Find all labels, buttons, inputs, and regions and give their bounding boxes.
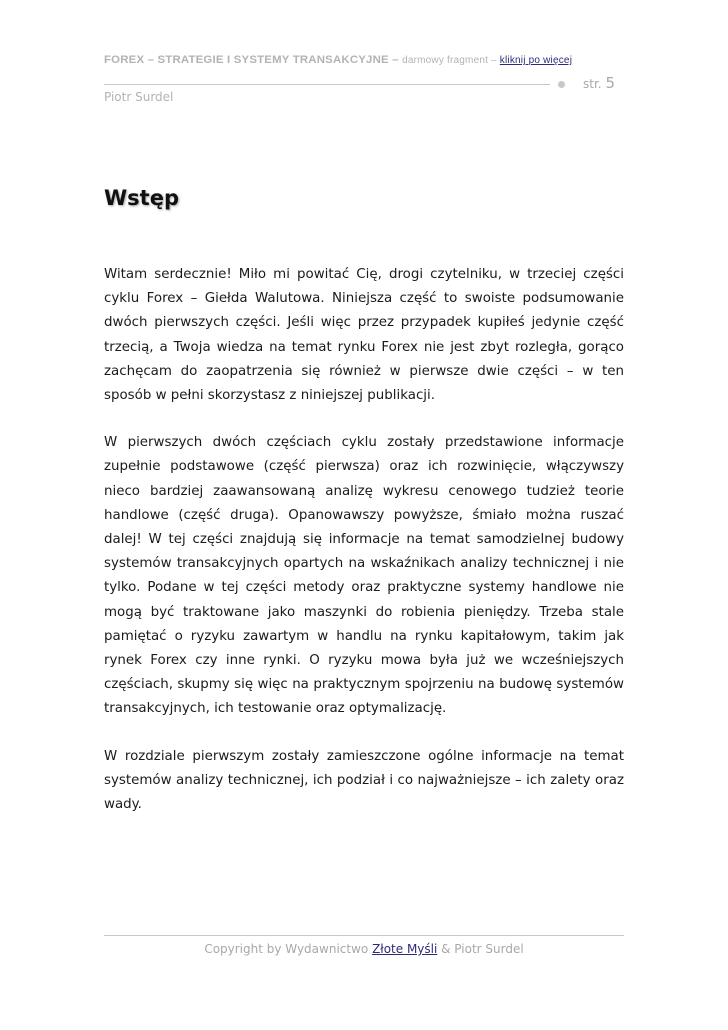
page-number <box>583 74 615 92</box>
body-text <box>104 263 624 840</box>
header-divider <box>104 84 550 85</box>
section-title: Wstęp <box>104 186 179 210</box>
footer-divider <box>104 935 624 936</box>
header-dot-icon <box>558 81 565 88</box>
page-footer <box>104 942 624 956</box>
more-link[interactable]: kliknij po więcej <box>499 55 573 66</box>
footer-author-suffix: & Piotr Surdel <box>437 942 524 956</box>
paragraph: W rozdziale pierwszym zostały zamieszczone ogólne informacje na temat systemów analizy technicznej, ich podział i co najważniejsze – ich zalety oraz wady. <box>104 748 624 813</box>
free-fragment-note: darmowy fragment <box>402 55 489 66</box>
publisher-link[interactable]: Złote Myśli <box>372 942 438 956</box>
paragraph: W pierwszych dwóch częściach cyklu zostały przedstawione informacje zupełnie podstawowe (część pierwsza) oraz ich rozwinięcie, włączywszy nieco bardziej zaawansowaną analizę wykresu cenowego tudzież teorie handlowe (część druga). Opanowawszy powyższe, śmiało można ruszać dalej! W tej części znajdują się informacje na temat samodzielnej budowy systemów transakcyjnych opartych na wskaźnikach analizy technicznej i nie tylko. Podane w tej części metody oraz praktyczne systemy handlowe nie mogą być traktowane jako maszynki do robienia pieniędzy. Trzeba stale pamiętać o ryzyku zawartym w handlu na rynku kapitałowym, takim jak rynek Forex czy inne rynki. O ryzyku mowa była już we wcześniejszych częściach, skupmy się więc na praktycznym spojrzeniu na budowę systemów transakcyjnych, ich testowanie oraz optymalizację. <box>104 435 624 717</box>
page-label: str. <box>583 77 602 91</box>
title-separator-2: – <box>488 55 500 66</box>
header-author: Piotr Surdel <box>104 90 174 104</box>
book-title-text: FOREX – STRATEGIE I SYSTEMY TRANSAKCYJNE <box>104 54 389 66</box>
footer-copyright-prefix: Copyright by Wydawnictwo <box>204 942 373 956</box>
page-number-value: 5 <box>605 74 615 92</box>
book-title <box>104 54 574 66</box>
title-separator: – <box>388 54 403 66</box>
paragraph: Witam serdecznie! Miło mi powitać Cię, drogi czytelniku, w trzeciej części cyklu Forex – Giełda Walutowa. Niniejsza część to swoiste podsumowanie dwóch pierwszych części. Jeśli więc przez przypadek kupiłeś jedynie część trzecią, a Twoja wiedza na temat rynku Forex nie jest zbyt rozległa, gorąco zachęcam do zaopatrzenia się również w pierwsze dwie części – w ten sposób w pełni skorzystasz z niniejszej publikacji. <box>104 267 624 404</box>
